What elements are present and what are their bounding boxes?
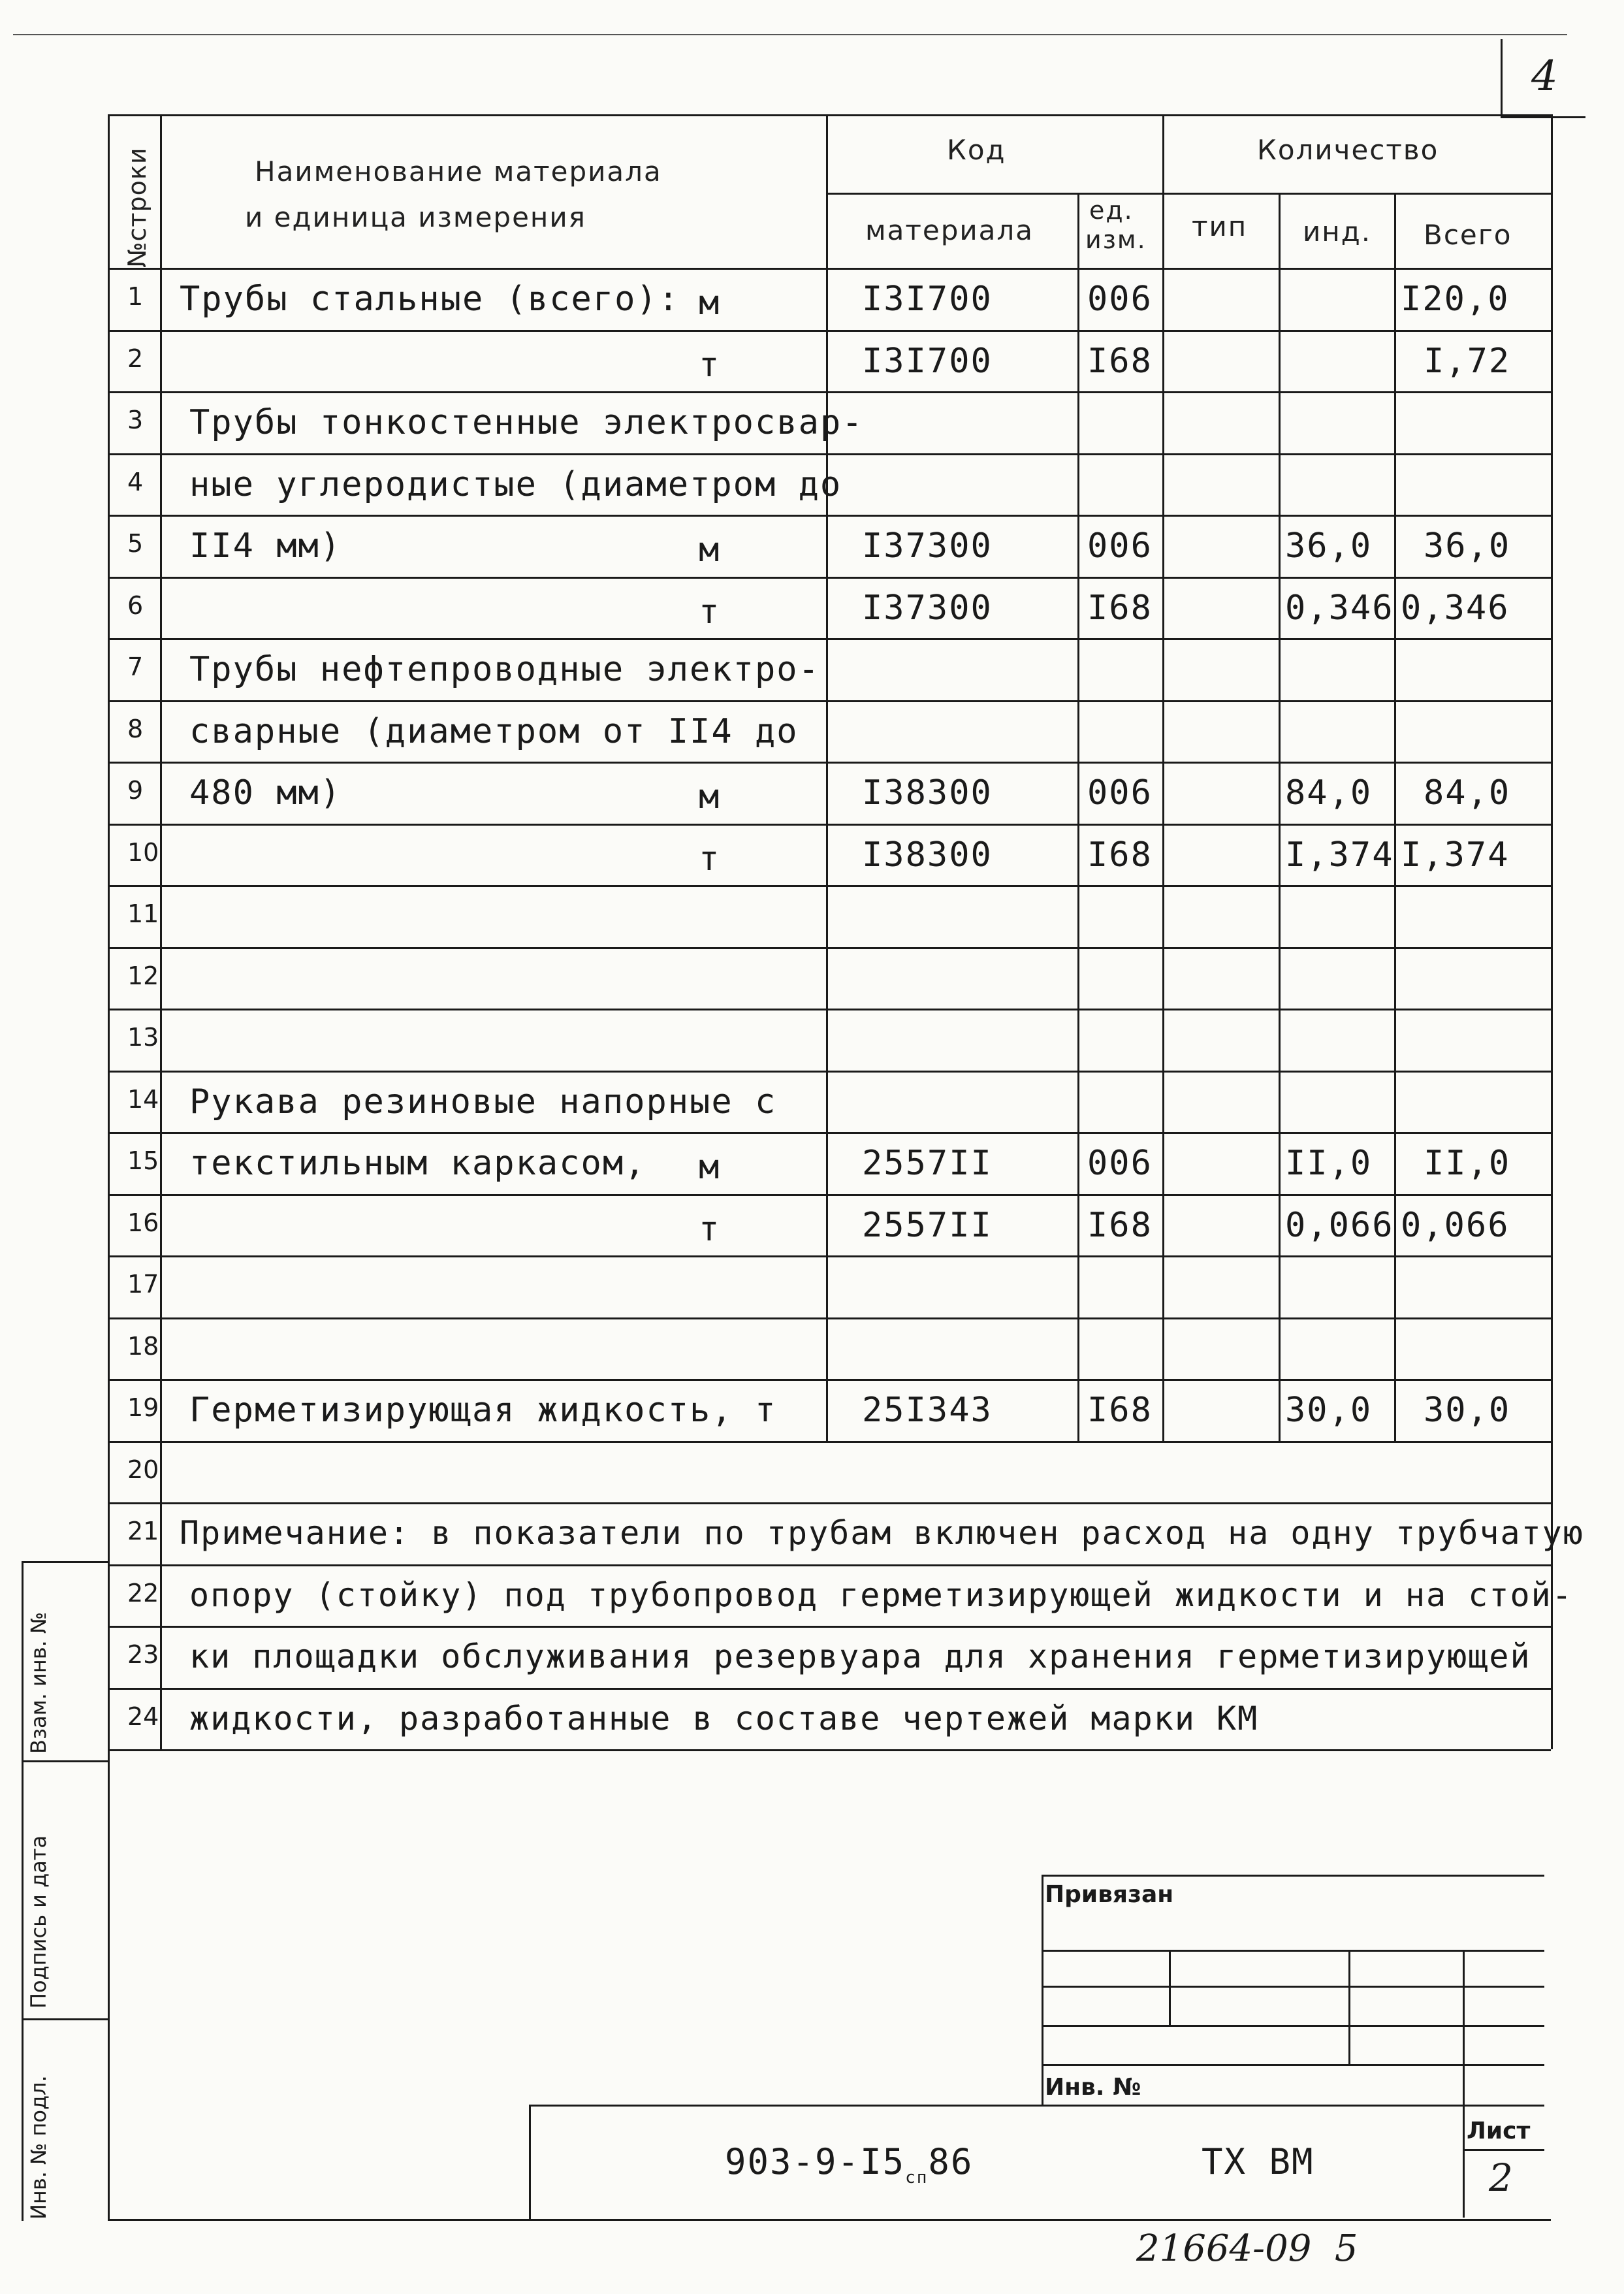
row-name: сварные (диаметром от II4 до (189, 711, 799, 751)
row-individual-qty: 36,0 (1285, 526, 1373, 566)
grid-line (108, 391, 1551, 393)
row-individual-qty: 84,0 (1285, 773, 1373, 813)
stamp-mark: ТХ ВМ (1202, 2141, 1314, 2182)
stamp-sheet-no: 2 (1489, 2156, 1513, 2200)
row-number: 1 (127, 282, 144, 311)
row-unit-code: 006 (1087, 280, 1153, 319)
row-total-qty: I,72 (1424, 341, 1511, 381)
row-name: Рукава резиновые напорные с (189, 1082, 777, 1122)
grid-line (108, 1194, 1551, 1196)
row-material-code: I38300 (862, 773, 993, 813)
row-name: ные углеродистые (диаметром до (189, 464, 842, 504)
stamp-privyazan: Привязан (1045, 1881, 1174, 1908)
row-name: Трубы нефтепроводные электро- (189, 650, 820, 689)
row-individual-qty: 30,0 (1285, 1391, 1373, 1430)
row-number: 9 (127, 776, 144, 805)
row-total-qty: II,0 (1424, 1144, 1511, 1183)
stamp-inv-no: Инв. № (1045, 2074, 1141, 2101)
grid-line (108, 1564, 1551, 1566)
grid-line (108, 1626, 1551, 1628)
row-number: 2 (127, 344, 144, 373)
row-number: 4 (127, 467, 144, 496)
grid-line (108, 824, 1551, 826)
row-total-qty: 36,0 (1424, 526, 1511, 566)
row-unit-code: I68 (1087, 1391, 1153, 1430)
grid-line (108, 638, 1551, 640)
grid-line (1279, 268, 1281, 1441)
row-unit-code: I68 (1087, 341, 1153, 381)
row-unit-code: I68 (1087, 835, 1153, 875)
grid-line (1394, 193, 1396, 268)
note-row-number: 22 (127, 1578, 159, 1607)
row-number: 16 (127, 1208, 159, 1237)
grid-line (1162, 114, 1164, 268)
row-unit: т (699, 592, 721, 632)
row-number: 19 (127, 1393, 159, 1422)
grid-line (108, 1502, 1551, 1504)
row-number: 8 (127, 714, 144, 743)
grid-line (1077, 193, 1079, 268)
col-header-individual: инд. (1303, 216, 1372, 248)
note-text: жидкости, разработанные в составе чертежей марки КМ (189, 1699, 1259, 1737)
row-unit: т (699, 345, 721, 385)
row-individual-qty: 0,346 (1285, 588, 1394, 628)
grid-line (1394, 268, 1396, 1441)
row-material-code: I3I700 (862, 280, 993, 319)
grid-line (108, 114, 1551, 116)
grid-line (1077, 268, 1079, 1441)
footer-archive-number: 21664-09 5 (1136, 2227, 1358, 2270)
row-name: II4 мм) (189, 526, 342, 566)
grid-line (108, 268, 1551, 270)
row-number: 11 (127, 899, 159, 928)
row-total-qty: 0,346 (1401, 588, 1510, 628)
grid-line (826, 268, 828, 1441)
grid-line (826, 193, 1551, 195)
row-material-code: 25I343 (862, 1391, 993, 1430)
grid-line (1162, 268, 1164, 1441)
note-row-number: 24 (127, 1702, 159, 1731)
grid-line (108, 1749, 1551, 1751)
col-header-row-number: №строки (123, 147, 151, 268)
grid-line (108, 1009, 1551, 1010)
row-unit: т (699, 1209, 721, 1249)
col-header-name-1: Наименование материала (255, 155, 662, 187)
row-unit: м (699, 283, 721, 323)
row-number: 20 (127, 1455, 159, 1484)
grid-line (108, 2219, 1551, 2221)
grid-line (108, 1379, 1551, 1381)
row-unit: м (699, 777, 721, 816)
row-number: 17 (127, 1270, 159, 1299)
row-total-qty: I,374 (1401, 835, 1510, 875)
note-text: ки площадки обслуживания резервуара для хранения герметизирующей (189, 1638, 1531, 1675)
row-number: 18 (127, 1331, 159, 1361)
row-unit: т (699, 839, 721, 879)
row-material-code: 2557II (862, 1144, 993, 1183)
grid-line (1551, 114, 1553, 1749)
col-header-type: тип (1192, 210, 1248, 242)
row-total-qty: 84,0 (1424, 773, 1511, 813)
grid-line (108, 762, 1551, 764)
grid-line (108, 577, 1551, 579)
note-text: Примечание: в показатели по трубам включен расход на одну трубчатую (180, 1514, 1584, 1552)
grid-line (108, 330, 1551, 332)
grid-line (108, 1255, 1551, 1257)
row-name: Герметизирующая жидкость, т (189, 1391, 777, 1430)
row-material-code: I37300 (862, 588, 993, 628)
row-unit-code: I68 (1087, 588, 1153, 628)
row-number: 6 (127, 590, 144, 620)
row-unit-code: 006 (1087, 1144, 1153, 1183)
col-header-unit-2: изм. (1085, 225, 1147, 254)
page-number: 4 (1531, 52, 1558, 101)
grid-line (108, 1071, 1551, 1073)
side-label-inv-podl: Инв. № подл. (26, 2075, 51, 2220)
row-individual-qty: II,0 (1285, 1144, 1373, 1183)
row-material-code: I38300 (862, 835, 993, 875)
row-name: текстильным каркасом, (189, 1144, 646, 1183)
note-row-number: 21 (127, 1517, 159, 1545)
grid-line (826, 114, 828, 268)
row-number: 15 (127, 1146, 159, 1175)
side-label-vzam-inv: Взам. инв. № (26, 1611, 51, 1754)
row-number: 7 (127, 653, 144, 681)
grid-line (108, 1132, 1551, 1134)
row-name: Трубы тонкостенные электросвар- (189, 403, 864, 442)
row-number: 3 (127, 406, 144, 434)
grid-line (108, 114, 110, 2221)
col-header-code: Код (947, 134, 1006, 166)
col-header-quantity: Количество (1257, 134, 1439, 166)
row-total-qty: 30,0 (1424, 1391, 1511, 1430)
grid-line (108, 947, 1551, 949)
col-header-total: Всего (1424, 219, 1512, 251)
note-text: опору (стойку) под трубопровод герметизирующей жидкости и на стой- (189, 1575, 1573, 1614)
row-material-code: I37300 (862, 526, 993, 566)
grid-line (108, 1688, 1551, 1690)
grid-line (108, 453, 1551, 455)
grid-line (108, 1441, 1551, 1443)
row-unit-code: 006 (1087, 773, 1153, 813)
note-row-number: 23 (127, 1640, 159, 1669)
row-name: 480 мм) (189, 773, 342, 813)
stamp-sheet-label: Лист (1467, 2118, 1531, 2144)
row-unit-code: I68 (1087, 1205, 1153, 1245)
row-number: 5 (127, 529, 144, 558)
row-number: 13 (127, 1023, 159, 1052)
row-unit: м (699, 1148, 721, 1187)
col-header-unit-1: ед. (1089, 196, 1134, 225)
grid-line (160, 114, 162, 268)
grid-line (108, 1317, 1551, 1319)
row-number: 10 (127, 837, 159, 867)
stamp-doc-code: $903-9-I5_{сп}86$ (725, 2141, 974, 2188)
row-unit: м (699, 530, 721, 570)
grid-line (108, 700, 1551, 702)
col-header-name-2: и единица измерения (245, 201, 586, 233)
row-individual-qty: I,374 (1285, 835, 1394, 875)
row-total-qty: I20,0 (1401, 280, 1510, 319)
row-material-code: I3I700 (862, 341, 993, 381)
row-name: Трубы стальные (всего): (180, 280, 680, 319)
side-label-podpis-data: Подпись и дата (26, 1835, 51, 2009)
col-header-material: материала (865, 214, 1034, 246)
grid-line (108, 515, 1551, 517)
row-unit-code: 006 (1087, 526, 1153, 566)
row-individual-qty: 0,066 (1285, 1205, 1394, 1245)
row-total-qty: 0,066 (1401, 1205, 1510, 1245)
row-number: 14 (127, 1084, 159, 1114)
grid-line (108, 885, 1551, 887)
row-number: 12 (127, 961, 159, 990)
grid-line (1279, 193, 1281, 268)
row-material-code: 2557II (862, 1205, 993, 1245)
